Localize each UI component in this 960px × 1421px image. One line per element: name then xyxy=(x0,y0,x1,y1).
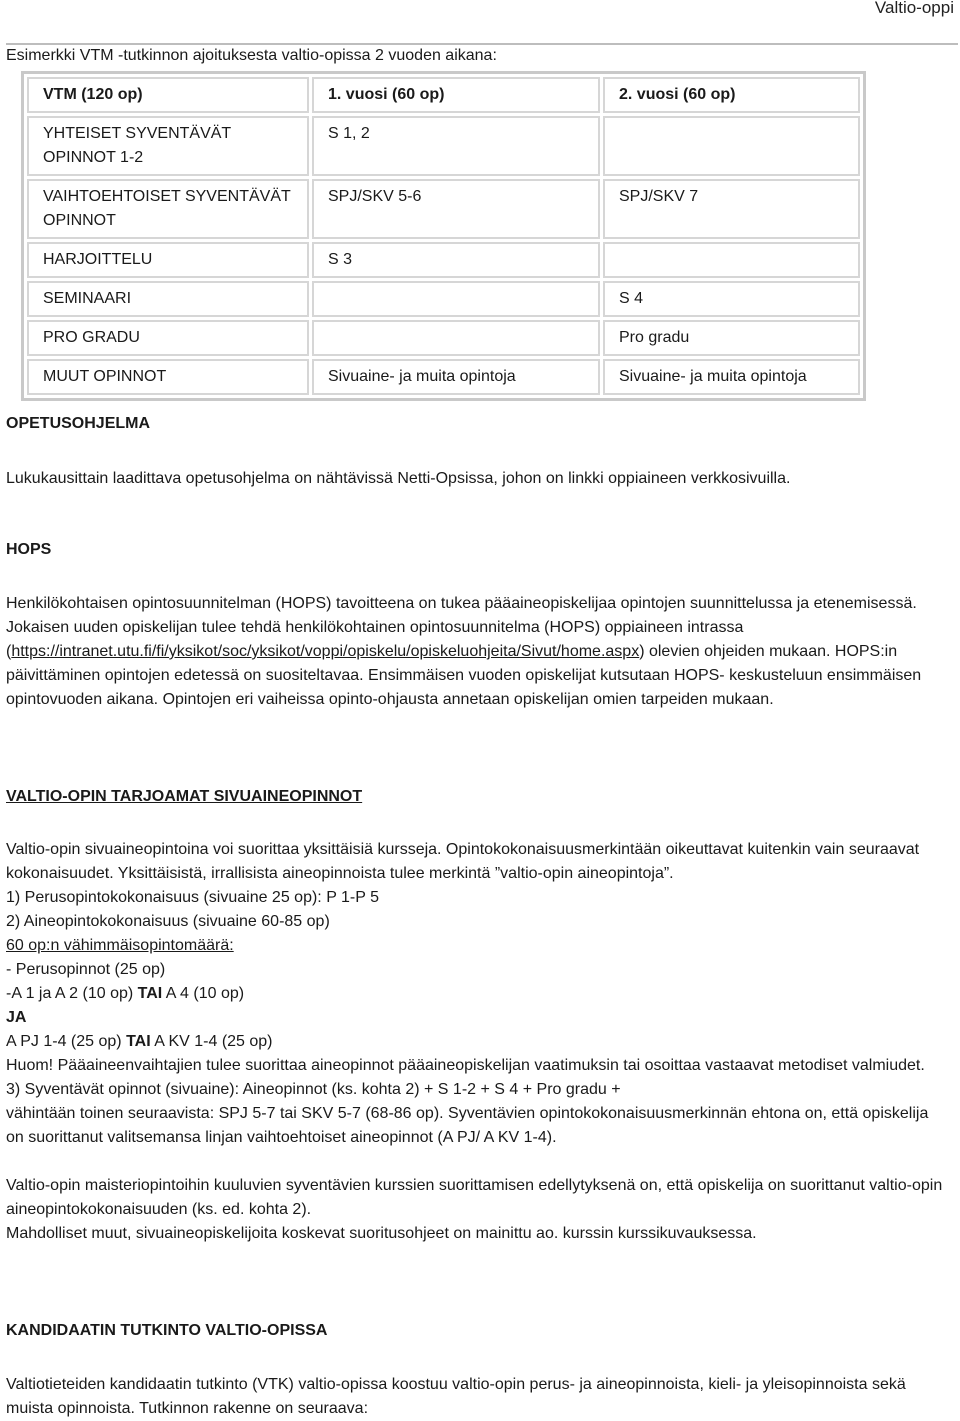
kandidaatti-text: Valtiotieteiden kandidaatin tutkinto (VTK) valtio-opissa koostuu valtio-opin perus- ja aineopinnoista, kieli- ja yleisopinnoista sekä muista opinnoista. Tutkinnon rakenne on seuraava: xyxy=(6,1376,906,1417)
sivuaine-line: - Perusopinnot (25 op) xyxy=(6,961,166,978)
ja-label xyxy=(6,1006,946,1030)
opetusohjelma-heading: OPETUSOHJELMA xyxy=(6,415,151,432)
sivuaine-line xyxy=(6,1030,946,1054)
table-cell: S 1, 2 xyxy=(312,116,600,176)
table-header-cell: 2. vuosi (60 op) xyxy=(603,77,860,113)
table-row xyxy=(27,179,860,239)
table-row xyxy=(27,281,860,317)
table-cell xyxy=(312,281,600,317)
huom-paragraph: Huom! Pääaineenvaihtajien tulee suorittaa aineopinnot pääaineopiskelijan vaatimuksin tai osoittaa vastaavat metodiset valmiudet. xyxy=(6,1057,925,1074)
line-part: A KV 1-4 (25 op) xyxy=(150,1033,273,1050)
table-cell: Pro gradu xyxy=(603,320,860,356)
table-cell: HARJOITTELU xyxy=(27,242,309,278)
table-header-row xyxy=(27,77,860,113)
table-cell xyxy=(312,320,600,356)
sivuaine-heading xyxy=(6,788,362,806)
table-header-cell: 1. vuosi (60 op) xyxy=(312,77,600,113)
table-cell: SPJ/SKV 7 xyxy=(603,179,860,239)
table-cell xyxy=(603,242,860,278)
minimum-label: 60 op:n vähimmäisopintomäärä: xyxy=(6,937,234,954)
sivuaine-block xyxy=(6,838,946,1246)
opetusohjelma-text: Lukukausittain laadittava opetusohjelma on nähtävissä Netti-Opsissa, johon on linkki oppiaineen verkkosivuilla. xyxy=(6,470,791,487)
sivuaine-line: 2) Aineopintokokonaisuus (sivuaine 60-85 op) xyxy=(6,913,330,930)
intranet-link[interactable]: https://intranet.utu.fi/fi/yksikot/soc/yksikot/voppi/opiskelu/opiskeluohjeita/Sivut/home.aspx xyxy=(11,643,640,660)
table-cell: MUUT OPINNOT xyxy=(27,359,309,395)
ja-text: JA xyxy=(6,1009,27,1026)
table-row xyxy=(27,242,860,278)
sivuaine-paragraph: vähintään toinen seuraavista: SPJ 5-7 tai SKV 5-7 (68-86 op). Syventävien opintokokonaisuusmerkinnän ehtona on, että opiskelija on suorittanut valitsemansa linjan vaihtoehtoiset aineopinnot (A PJ/ A KV 1-4). xyxy=(6,1105,929,1146)
table-header-cell: VTM (120 op) xyxy=(27,77,309,113)
spacer xyxy=(6,1150,946,1174)
table-intro: Esimerkki VTM -tutkinnon ajoituksesta valtio-opissa 2 vuoden aikana: xyxy=(6,47,497,64)
sivuaine-paragraph: Valtio-opin maisteriopintoihin kuuluvien syventävien kurssien suorittamisen edellytyksenä on, että opiskelija on suorittanut valtio-opin aineopintokokonaisuuden (ks. ed. kohta 2). xyxy=(6,1177,943,1218)
table-cell: Sivuaine- ja muita opintoja xyxy=(603,359,860,395)
hops-text-part: ) olevien ohjeiden mukaan. HOPS:in päivittäminen opintojen edetessä on suositeltavaa. Ensimmäisen vuoden opiskelijat kutsutaan HOPS- keskusteluun ensimmäisen opintovuoden aikana. Opintojen eri vaiheissa opinto-ohjausta annetaan opiskelijan omien tarpeiden mukaan. xyxy=(6,643,922,708)
table-cell: PRO GRADU xyxy=(27,320,309,356)
hops-text-part: Henkilökohtaisen opintosuunnitelman (HOPS) tavoitteena on tukea pääaineopiskelijaa opintojen suunnittelussa ja etenemisessä. Jokaisen uuden opiskelijan tulee tehdä henkilökohtainen opintosuunnitelma (HOPS) oppiaineen intrassa ( xyxy=(6,595,917,660)
line-part: A PJ 1-4 (25 op) xyxy=(6,1033,127,1050)
sivuaine-paragraph: Valtio-opin sivuaineopintoina voi suorittaa yksittäisiä kursseja. Opintokokonaisuusmerkintään oikeuttavat kuitenkin vain seuraavat kokonaisuudet. Yksittäisistä, irrallisista aineopinnoista tulee merkintä ”valtio-opin aineopintoja”. xyxy=(6,841,920,882)
sivuaine-paragraph: Mahdolliset muut, sivuaineopiskelijoita koskevat suoritusohjeet on mainittu ao. kurssin kurssikuvauksessa. xyxy=(6,1225,757,1242)
table-cell xyxy=(603,116,860,176)
hops-heading: HOPS xyxy=(6,541,52,558)
tai-label: TAI xyxy=(137,985,163,1002)
tai-label: TAI xyxy=(126,1033,151,1050)
table-cell: S 3 xyxy=(312,242,600,278)
header-divider xyxy=(6,43,958,45)
hops-text xyxy=(6,592,946,712)
table-cell: S 4 xyxy=(603,281,860,317)
table-cell: SPJ/SKV 5-6 xyxy=(312,179,600,239)
sivuaine-line: 3) Syventävät opinnot (sivuaine): Aineopinnot (ks. kohta 2) + S 1-2 + S 4 + Pro gradu + xyxy=(6,1081,621,1098)
sivuaine-line xyxy=(6,982,946,1006)
table-cell: YHTEISET SYVENTÄVÄT OPINNOT 1-2 xyxy=(27,116,309,176)
table-cell: Sivuaine- ja muita opintoja xyxy=(312,359,600,395)
table-row xyxy=(27,116,860,176)
table-cell: SEMINAARI xyxy=(27,281,309,317)
table-row xyxy=(27,359,860,395)
kandidaatti-heading: KANDIDAATIN TUTKINTO VALTIO-OPISSA xyxy=(6,1322,328,1339)
sivuaine-heading-text: VALTIO-OPIN TARJOAMAT SIVUAINEOPINNOT xyxy=(6,788,363,805)
vtm-schedule-table xyxy=(21,71,866,401)
table-cell: VAIHTOEHTOISET SYVENTÄVÄT OPINNOT xyxy=(27,179,309,239)
line-part: -A 1 ja A 2 (10 op) xyxy=(6,985,138,1002)
sivuaine-line: 1) Perusopintokokonaisuus (sivuaine 25 op): P 1-P 5 xyxy=(6,889,379,906)
line-part: A 4 (10 op) xyxy=(162,985,245,1002)
page-header-title: Valtio-oppi xyxy=(874,0,954,17)
table-row xyxy=(27,320,860,356)
